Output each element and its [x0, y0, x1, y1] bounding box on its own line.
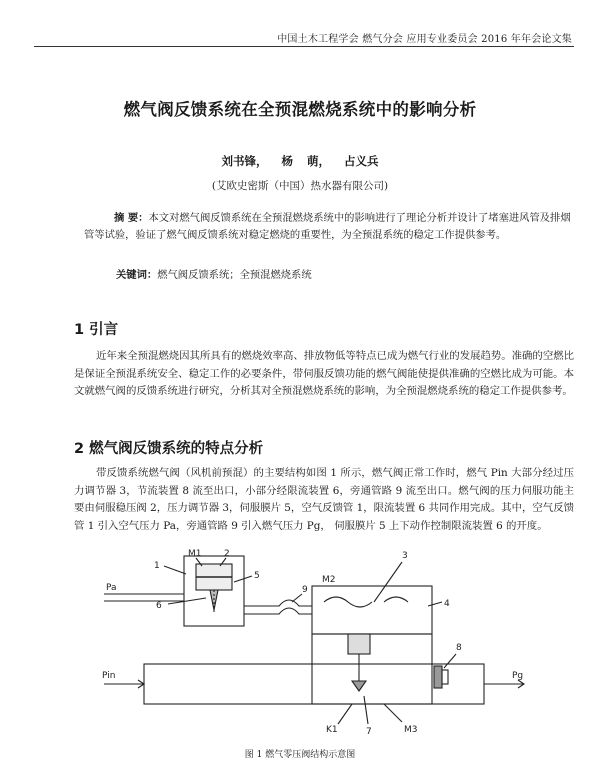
keywords: [116, 266, 572, 281]
label-pg: Pg: [512, 671, 524, 681]
paper-affiliation: (艾欧史密斯（中国）热水器有限公司): [211, 180, 389, 192]
label-pa: Pa: [106, 583, 117, 593]
valve-body-m3: [312, 634, 432, 704]
label-2: 2: [224, 549, 230, 559]
section-paragraph-intro: 近年来全预混燃烧因其所具有的燃烧效率高、排放物低等特点已成为燃气行业的发展趋势。准确的空燃比是保证全预混系统安全、稳定工作的必要条件，带伺服反馈功能的燃气阀能使提供准确的空燃比成为可能。本文就燃气阀的反馈系统进行研究，分析其对全预混燃烧系统的影响，为全预混燃烧系统的稳定工作提供参考。: [74, 350, 574, 397]
header-rule: [34, 46, 574, 47]
main-gas-channel: [144, 664, 484, 704]
label-7: 7: [366, 727, 372, 737]
label-6: 6: [156, 601, 162, 611]
label-9: 9: [302, 585, 308, 595]
label-4: 4: [444, 599, 450, 609]
gas-valve-structure-diagram: [84, 546, 544, 741]
label-8: 8: [456, 643, 462, 653]
section-heading-intro: 1 引言: [74, 322, 119, 338]
pressure-regulator-3: [348, 634, 370, 654]
section-paragraph-feedback: 带反馈系统燃气阀（风机前预混）的主要结构如图 1 所示，燃气阀正常工作时，燃气 Pin 大部分经过压力调节器 3，节流装置 8 流至出口，小部分经限流装置 6，旁通管路 9 流至出口。燃气阀的压力伺服功能主要由伺服稳压阀 2，压力调节器 3，伺服膜片 5，空气反馈管 1，限流装置 6 共同作用完成。其中，空气反馈管 1 引入空气压力 Pa，旁通管路 9 引入燃气压力 Pg， 伺服膜片 5 上下动作控制限流装置 6 的开度。: [74, 467, 574, 532]
label-m3: M3: [404, 725, 418, 735]
abstract-text: 本文对燃气阀反馈系统在全预混燃烧系统中的影响进行了理论分析并设计了堵塞进风管及排烟管等试验，验证了燃气阀反馈系统对稳定燃烧的重要性，为全预混系统的稳定工作提供参考。: [84, 212, 571, 241]
valve-body-m2: [312, 586, 432, 634]
keywords-label: 关键词：: [116, 269, 158, 281]
label-m1: M1: [188, 549, 202, 559]
label-k1: K1: [326, 725, 338, 735]
paper-authors: 刘书锋， 杨 萌， 占义兵: [221, 154, 379, 168]
running-header: 中国土木工程学会 燃气分会 应用专业委员会 2016 年年会论文集: [277, 34, 572, 45]
paper-title: 燃气阀反馈系统在全预混燃烧系统中的影响分析: [123, 100, 477, 119]
figure-caption: 图 1 燃气零压阀结构示意图: [244, 750, 356, 760]
abstract-label: 摘 要：: [114, 212, 149, 224]
label-5: 5: [254, 571, 260, 581]
keywords-text: 燃气阀反馈系统；全预混燃烧系统: [157, 269, 312, 281]
throttle-device-8: [434, 666, 442, 688]
label-pin: Pin: [102, 671, 116, 681]
label-1: 1: [154, 561, 160, 571]
label-m2: M2: [322, 575, 336, 585]
abstract: [84, 210, 572, 243]
bypass-pipe-9: [244, 600, 312, 606]
section-heading-feedback: 2 燃气阀反馈系统的特点分析: [74, 441, 264, 457]
label-3: 3: [402, 551, 408, 561]
